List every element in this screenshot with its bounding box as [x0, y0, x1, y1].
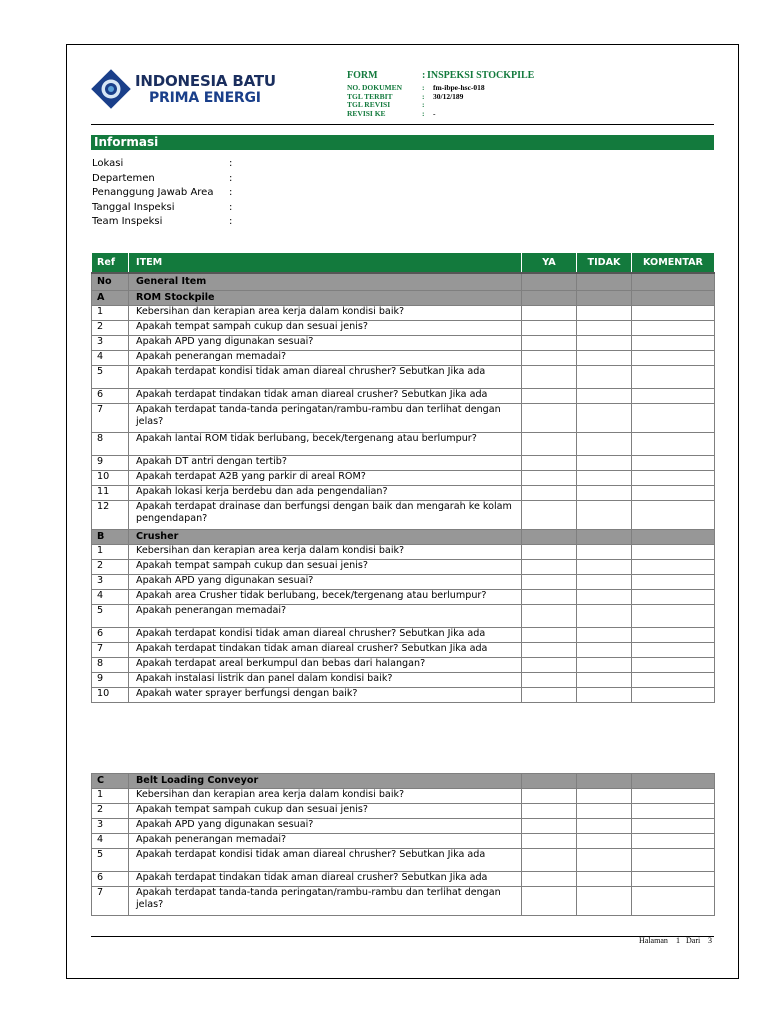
ya-cell[interactable]: [522, 673, 577, 688]
komentar-cell[interactable]: [632, 789, 715, 804]
logo-line2: PRIMA ENERGI: [149, 90, 261, 106]
section-komentar-cell: [632, 774, 715, 789]
informasi-heading: Informasi: [91, 135, 714, 150]
section-ref: B: [92, 530, 129, 545]
komentar-cell[interactable]: [632, 834, 715, 849]
row-ref: 9: [92, 456, 129, 471]
ya-cell[interactable]: [522, 351, 577, 366]
komentar-cell[interactable]: [632, 545, 715, 560]
tidak-cell[interactable]: [577, 433, 632, 456]
ya-cell[interactable]: [522, 560, 577, 575]
table-row: [92, 321, 715, 336]
section-tidak-cell: [577, 291, 632, 306]
row-item: Kebersihan dan kerapian area kerja dalam kondisi baik?: [129, 545, 522, 560]
ya-cell[interactable]: [522, 433, 577, 456]
section-ref: C: [92, 774, 129, 789]
row-item: Apakah tempat sampah cukup dan sesuai jenis?: [129, 804, 522, 819]
row-item: Apakah terdapat kondisi tidak aman diareal chrusher? Sebutkan Jika ada: [129, 366, 522, 389]
tidak-cell[interactable]: [577, 590, 632, 605]
row-ref: 10: [92, 471, 129, 486]
tidak-cell[interactable]: [577, 688, 632, 703]
footer-dari: Dari: [686, 936, 701, 945]
row-ref: 7: [92, 643, 129, 658]
ya-cell[interactable]: [522, 366, 577, 389]
komentar-cell[interactable]: [632, 590, 715, 605]
tidak-cell[interactable]: [577, 872, 632, 887]
komentar-cell[interactable]: [632, 366, 715, 389]
row-item: Apakah penerangan memadai?: [129, 351, 522, 366]
row-item: Apakah tempat sampah cukup dan sesuai jenis?: [129, 321, 522, 336]
ya-cell[interactable]: [522, 789, 577, 804]
row-item: Kebersihan dan kerapian area kerja dalam kondisi baik?: [129, 789, 522, 804]
tidak-cell[interactable]: [577, 849, 632, 872]
section-komentar-cell: [632, 273, 715, 291]
section-title: General Item: [129, 273, 522, 291]
table-row: [92, 804, 715, 819]
form-title: INSPEKSI STOCKPILE: [427, 70, 535, 81]
ya-cell[interactable]: [522, 306, 577, 321]
col-header-item: ITEM: [129, 253, 522, 273]
row-ref: 6: [92, 389, 129, 404]
section-title: ROM Stockpile: [129, 291, 522, 306]
ya-cell[interactable]: [522, 688, 577, 703]
col-header-tidak: TIDAK: [577, 253, 632, 273]
ya-cell[interactable]: [522, 486, 577, 501]
tidak-cell[interactable]: [577, 471, 632, 486]
table-row: [92, 643, 715, 658]
footer-divider: [91, 936, 714, 937]
table-row: [92, 872, 715, 887]
ya-cell[interactable]: [522, 849, 577, 872]
row-item: Apakah terdapat tanda-tanda peringatan/rambu-rambu dan terlihat dengan jelas?: [129, 404, 522, 433]
section-tidak-cell: [577, 774, 632, 789]
row-ref: 9: [92, 673, 129, 688]
komentar-cell[interactable]: [632, 351, 715, 366]
row-ref: 8: [92, 658, 129, 673]
form-page: INDONESIA BATU PRIMA ENERGI FORM : INSPEKSI STOCKPILE NO. DOKUMEN : fm-ibpe-hsc-018 TGL TERBIT : 30/12/189 TGL REVISI : REVISI KE : - Informasi Lokasi : Departemen : Penanggung Jawab Area : Tanggal Inspeksi : Team Inspeksi : Ref ITEM YA TIDAK KOMENTAR No General Item A ROM Stockpile 1 Kebersihan dan kerapian area kerja dalam kondisi baik? 2 Apakah tempat sampah cukup dan sesuai jenis? 3 Apakah APD yang digunakan sesuai? 4 Apakah penerangan memadai? 5 Apakah terdapat kondisi tidak aman diareal chrusher? Sebutkan Jika ada 6 Apakah terdapat tindakan tidak aman diareal crusher? Sebutkan Jika ada 7 Apakah terdapat tanda-tanda peringatan/rambu-rambu dan terlihat dengan jelas? 8 Apakah lantai ROM tidak berlubang, becek/tergenang atau berlumpur? 9 Apakah DT antri dengan tertib? 10 Apakah terdapat A2B yang parkir di areal ROM? 11 Apakah lokasi kerja berdebu dan ada pengendalian? 12 Apakah terdapat drainase dan berfungsi dengan baik dan mengarah ke kolam pengendapan? B Crusher 1 Kebersihan dan kerapian area kerja dalam kondisi baik? 2 Apakah tempat sampah cukup dan sesuai jenis? 3 Apakah APD yang digunakan sesuai? 4 Apakah area Crusher tidak berlubang, becek/tergenang atau berlumpur? 5 Apakah penerangan memadai? 6 Apakah terdapat kondisi tidak aman diareal chrusher? Sebutkan Jika ada 7 Apakah terdapat tindakan tidak aman diareal crusher? Sebutkan Jika ada 8 Apakah terdapat areal berkumpul dan bebas dari halangan? 9 Apakah instalasi listrik dan panel dalam kondisi baik? 10 Apakah water sprayer berfungsi dengan baik? C Belt Loading Conveyor 1 Kebersihan dan kerapian area kerja dalam kondisi baik? 2 Apakah tempat sampah cukup dan sesuai jenis? 3 Apakah APD yang digunakan sesuai? 4 Apakah penerangan memadai? 5 Apakah terdapat kondisi tidak aman diareal chrusher? Sebutkan Jika ada 6 Apakah terdapat tindakan tidak aman diareal crusher? Sebutkan Jika ada 7 Apakah terdapat tanda-tanda peringatan/rambu-rambu dan terlihat dengan jelas? Halaman 1 Dari 3: [66, 44, 739, 979]
table-row: [92, 306, 715, 321]
table-row: [92, 433, 715, 456]
ya-cell[interactable]: [522, 819, 577, 834]
ya-cell[interactable]: [522, 605, 577, 628]
row-ref: 7: [92, 887, 129, 916]
ya-cell[interactable]: [522, 834, 577, 849]
section-ya-cell: [522, 291, 577, 306]
row-item: Apakah tempat sampah cukup dan sesuai jenis?: [129, 560, 522, 575]
section-ref: A: [92, 291, 129, 306]
komentar-cell[interactable]: [632, 673, 715, 688]
tidak-cell[interactable]: [577, 605, 632, 628]
section-ref: No: [92, 273, 129, 291]
tidak-cell[interactable]: [577, 321, 632, 336]
logo-emblem-icon: [91, 69, 131, 109]
table-row: [92, 389, 715, 404]
table-row: [92, 404, 715, 433]
table-row: [92, 336, 715, 351]
tidak-cell[interactable]: [577, 628, 632, 643]
row-item: Apakah terdapat kondisi tidak aman diareal chrusher? Sebutkan Jika ada: [129, 628, 522, 643]
header-divider: [91, 124, 714, 125]
section-ya-cell: [522, 530, 577, 545]
tidak-cell[interactable]: [577, 658, 632, 673]
row-ref: 7: [92, 404, 129, 433]
row-item: Apakah water sprayer berfungsi dengan baik?: [129, 688, 522, 703]
komentar-cell[interactable]: [632, 321, 715, 336]
row-ref: 5: [92, 605, 129, 628]
section-header-row: [92, 530, 715, 545]
row-ref: 5: [92, 366, 129, 389]
table-row: [92, 545, 715, 560]
table-row: [92, 819, 715, 834]
ya-cell[interactable]: [522, 545, 577, 560]
col-header-ref: Ref: [92, 253, 129, 273]
tidak-cell[interactable]: [577, 404, 632, 433]
tidak-cell[interactable]: [577, 804, 632, 819]
ya-cell[interactable]: [522, 590, 577, 605]
row-item: Apakah terdapat tindakan tidak aman diareal crusher? Sebutkan Jika ada: [129, 389, 522, 404]
row-ref: 3: [92, 336, 129, 351]
table-row: [92, 688, 715, 703]
row-item: Apakah DT antri dengan tertib?: [129, 456, 522, 471]
row-item: Apakah area Crusher tidak berlubang, becek/tergenang atau berlumpur?: [129, 590, 522, 605]
row-item: Apakah terdapat tindakan tidak aman diareal crusher? Sebutkan Jika ada: [129, 872, 522, 887]
row-item: Apakah terdapat tanda-tanda peringatan/rambu-rambu dan terlihat dengan jelas?: [129, 887, 522, 916]
komentar-cell[interactable]: [632, 658, 715, 673]
tidak-cell[interactable]: [577, 501, 632, 530]
komentar-cell[interactable]: [632, 628, 715, 643]
ya-cell[interactable]: [522, 471, 577, 486]
row-item: Apakah instalasi listrik dan panel dalam kondisi baik?: [129, 673, 522, 688]
ya-cell[interactable]: [522, 872, 577, 887]
table-row: [92, 560, 715, 575]
section-header-row: [92, 291, 715, 306]
section-tidak-cell: [577, 273, 632, 291]
row-ref: 8: [92, 433, 129, 456]
komentar-cell[interactable]: [632, 560, 715, 575]
row-ref: 11: [92, 486, 129, 501]
komentar-cell[interactable]: [632, 471, 715, 486]
tidak-cell[interactable]: [577, 560, 632, 575]
row-item: Apakah terdapat drainase dan berfungsi dengan baik dan mengarah ke kolam pengendapan?: [129, 501, 522, 530]
ya-cell[interactable]: [522, 404, 577, 433]
table-row: [92, 590, 715, 605]
tidak-cell[interactable]: [577, 643, 632, 658]
table-header-row: [92, 253, 715, 273]
section-header-row: [92, 774, 715, 789]
komentar-cell[interactable]: [632, 433, 715, 456]
table-row: [92, 575, 715, 590]
row-item: Apakah terdapat areal berkumpul dan bebas dari halangan?: [129, 658, 522, 673]
row-ref: 1: [92, 789, 129, 804]
komentar-cell[interactable]: [632, 389, 715, 404]
section-komentar-cell: [632, 530, 715, 545]
footer-halaman: Halaman: [639, 936, 668, 945]
komentar-cell[interactable]: [632, 804, 715, 819]
komentar-cell[interactable]: [632, 486, 715, 501]
row-ref: 3: [92, 575, 129, 590]
row-ref: 4: [92, 834, 129, 849]
ya-cell[interactable]: [522, 643, 577, 658]
ya-cell[interactable]: [522, 575, 577, 590]
logo-line1: INDONESIA BATU: [135, 72, 276, 90]
row-item: Apakah terdapat tindakan tidak aman diareal crusher? Sebutkan Jika ada: [129, 643, 522, 658]
table-row: [92, 628, 715, 643]
row-item: Apakah penerangan memadai?: [129, 605, 522, 628]
tidak-cell[interactable]: [577, 673, 632, 688]
general-item-row: [92, 273, 715, 291]
row-item: Apakah APD yang digunakan sesuai?: [129, 575, 522, 590]
row-ref: 6: [92, 628, 129, 643]
ya-cell[interactable]: [522, 456, 577, 471]
tidak-cell[interactable]: [577, 306, 632, 321]
section-ya-cell: [522, 273, 577, 291]
table-row: [92, 366, 715, 389]
section-title: Crusher: [129, 530, 522, 545]
ya-cell[interactable]: [522, 887, 577, 916]
komentar-cell[interactable]: [632, 849, 715, 872]
ya-cell[interactable]: [522, 336, 577, 351]
table-row: [92, 605, 715, 628]
table-row: [92, 849, 715, 872]
komentar-cell[interactable]: [632, 336, 715, 351]
footer-current-page: 1: [676, 936, 680, 945]
section-ya-cell: [522, 774, 577, 789]
ya-cell[interactable]: [522, 321, 577, 336]
komentar-cell[interactable]: [632, 605, 715, 628]
row-ref: 12: [92, 501, 129, 530]
table-row: [92, 351, 715, 366]
row-ref: 2: [92, 560, 129, 575]
row-item: Apakah terdapat kondisi tidak aman diareal chrusher? Sebutkan Jika ada: [129, 849, 522, 872]
table-row: [92, 834, 715, 849]
row-ref: 4: [92, 590, 129, 605]
row-ref: 10: [92, 688, 129, 703]
table-row: [92, 673, 715, 688]
komentar-cell[interactable]: [632, 404, 715, 433]
komentar-cell[interactable]: [632, 643, 715, 658]
row-ref: 1: [92, 306, 129, 321]
row-ref: 6: [92, 872, 129, 887]
row-item: Apakah penerangan memadai?: [129, 834, 522, 849]
col-header-komentar: KOMENTAR: [632, 253, 715, 273]
komentar-cell[interactable]: [632, 306, 715, 321]
tidak-cell[interactable]: [577, 819, 632, 834]
footer-total-pages: 3: [708, 936, 712, 945]
tidak-cell[interactable]: [577, 486, 632, 501]
checklist-table-continued: [91, 773, 715, 916]
komentar-cell[interactable]: [632, 688, 715, 703]
row-item: Apakah lantai ROM tidak berlubang, becek/tergenang atau berlumpur?: [129, 433, 522, 456]
tidak-cell[interactable]: [577, 366, 632, 389]
table-row: [92, 456, 715, 471]
tidak-cell[interactable]: [577, 789, 632, 804]
company-logo: [91, 69, 291, 109]
row-ref: 4: [92, 351, 129, 366]
tidak-cell[interactable]: [577, 575, 632, 590]
table-row: [92, 789, 715, 804]
table-row: [92, 887, 715, 916]
komentar-cell[interactable]: [632, 501, 715, 530]
row-item: Kebersihan dan kerapian area kerja dalam kondisi baik?: [129, 306, 522, 321]
row-item: Apakah lokasi kerja berdebu dan ada pengendalian?: [129, 486, 522, 501]
ya-cell[interactable]: [522, 501, 577, 530]
komentar-cell[interactable]: [632, 575, 715, 590]
komentar-cell[interactable]: [632, 456, 715, 471]
row-ref: 1: [92, 545, 129, 560]
table-row: [92, 501, 715, 530]
table-row: [92, 658, 715, 673]
tidak-cell[interactable]: [577, 456, 632, 471]
ya-cell[interactable]: [522, 628, 577, 643]
section-komentar-cell: [632, 291, 715, 306]
tidak-cell[interactable]: [577, 834, 632, 849]
table-row: [92, 471, 715, 486]
row-ref: 2: [92, 321, 129, 336]
ya-cell[interactable]: [522, 389, 577, 404]
row-ref: 5: [92, 849, 129, 872]
row-ref: 3: [92, 819, 129, 834]
komentar-cell[interactable]: [632, 819, 715, 834]
row-item: Apakah terdapat A2B yang parkir di areal ROM?: [129, 471, 522, 486]
section-tidak-cell: [577, 530, 632, 545]
col-header-ya: YA: [522, 253, 577, 273]
tidak-cell[interactable]: [577, 887, 632, 916]
komentar-cell[interactable]: [632, 887, 715, 916]
row-ref: 2: [92, 804, 129, 819]
tidak-cell[interactable]: [577, 351, 632, 366]
row-item: Apakah APD yang digunakan sesuai?: [129, 336, 522, 351]
komentar-cell[interactable]: [632, 872, 715, 887]
checklist-table: [91, 252, 715, 703]
row-item: Apakah APD yang digunakan sesuai?: [129, 819, 522, 834]
ya-cell[interactable]: [522, 804, 577, 819]
section-title: Belt Loading Conveyor: [129, 774, 522, 789]
table-row: [92, 486, 715, 501]
ya-cell[interactable]: [522, 658, 577, 673]
tidak-cell[interactable]: [577, 545, 632, 560]
tidak-cell[interactable]: [577, 389, 632, 404]
tidak-cell[interactable]: [577, 336, 632, 351]
